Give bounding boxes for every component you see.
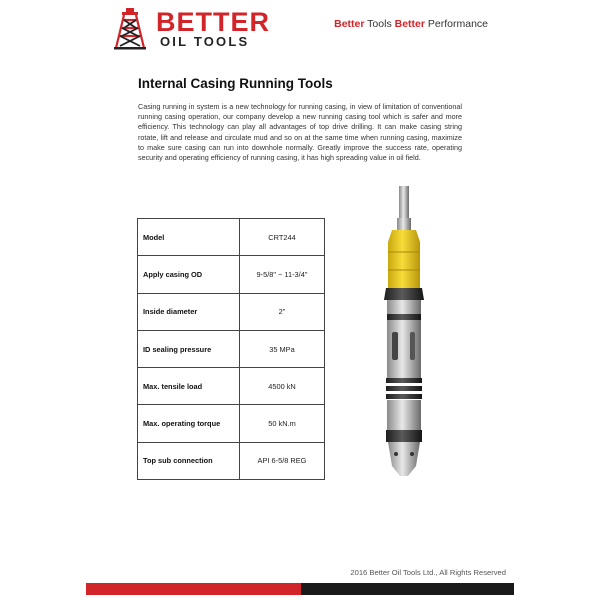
derrick-logo-icon <box>112 6 148 50</box>
spec-value: 50 kN.m <box>240 405 325 442</box>
table-row <box>138 368 325 405</box>
spec-value: 9-5/8" ~ 11-3/4" <box>240 256 325 293</box>
company-logo <box>112 6 272 50</box>
footer-bar-black <box>301 583 514 595</box>
tagline-performance: Performance <box>424 18 488 30</box>
table-row <box>138 405 325 442</box>
footer-bar-red <box>86 583 301 595</box>
spec-value: API 6-5/8 REG <box>240 442 325 479</box>
spec-value: 4500 kN <box>240 368 325 405</box>
spec-label: Max. tensile load <box>138 368 240 405</box>
logo-wordmark-primary: BETTER <box>156 7 270 37</box>
spec-value: 2" <box>240 293 325 330</box>
spec-label: Max. operating torque <box>138 405 240 442</box>
copyright-text: 2016 Better Oil Tools Ltd., All Rights Reserved <box>350 568 506 577</box>
spec-value: 35 MPa <box>240 330 325 367</box>
header-tagline <box>334 18 488 30</box>
logo-wordmark-secondary: OIL TOOLS <box>160 34 250 49</box>
table-row <box>138 293 325 330</box>
table-row <box>138 219 325 256</box>
footer-color-bar <box>86 583 514 595</box>
spec-value: CRT244 <box>240 219 325 256</box>
spec-label: Model <box>138 219 240 256</box>
tagline-brand-2: Better <box>394 18 425 30</box>
table-row <box>138 256 325 293</box>
spec-label: Inside diameter <box>138 293 240 330</box>
document-title: Internal Casing Running Tools <box>138 76 333 91</box>
spec-label: ID sealing pressure <box>138 330 240 367</box>
casing-running-tool-image <box>372 182 444 482</box>
table-row <box>138 330 325 367</box>
table-row <box>138 442 325 479</box>
specs-table <box>137 218 325 480</box>
spec-label: Apply casing OD <box>138 256 240 293</box>
document-paragraph: Casing running in system is a new technology for running casing, in view of limitation of conventional running casing operation, our company develop a new running casing tool which is safer and more efficiency. This technology can play all advantages of top drive drilling. It can make casing string rotate, lift and release and circulate mud and so on at the same time when running casing, maximize to make sure casing can run into downhole normally. Greatly improve the success rate, operating security and operating efficiency of running casing, it has high spreading value in oil field. <box>138 102 462 163</box>
tagline-brand: Better <box>334 18 365 30</box>
tagline-tools: Tools <box>364 18 395 30</box>
spec-label: Top sub connection <box>138 442 240 479</box>
